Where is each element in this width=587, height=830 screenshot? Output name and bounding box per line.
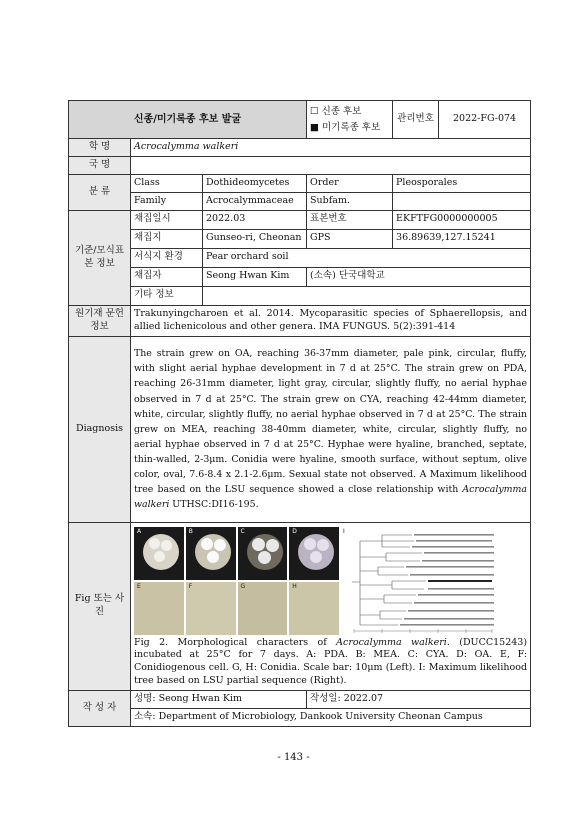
- panel-h-conidia: H: [289, 582, 339, 635]
- habitat-label: 서식지 환경: [131, 248, 203, 267]
- panel-f-conidiogenous-cell: F: [186, 582, 236, 635]
- morphology-plates: [134, 527, 339, 635]
- panel-d-oa: D: [289, 527, 339, 580]
- gps-label: GPS: [307, 229, 393, 248]
- option-unrecorded-label: 미기록종 후보: [322, 121, 381, 133]
- panel-i-label: I: [343, 527, 345, 535]
- scientific-name-label: 학 명: [69, 139, 131, 157]
- family-label: Family: [131, 192, 203, 210]
- option-unrecorded-candidate[interactable]: [310, 120, 389, 135]
- collector-affiliation: (소속) 단국대학교: [307, 267, 531, 286]
- other-info-label: 기타 정보: [131, 286, 203, 305]
- family-value: Acrocalymmaceae: [203, 192, 307, 210]
- specimen-number-label: 표본번호: [307, 210, 393, 229]
- author-label: 작 성 자: [69, 690, 131, 726]
- panel-c-cya: C: [238, 527, 288, 580]
- collector-label: 채집자: [131, 267, 203, 286]
- panel-g-conidia: G: [238, 582, 288, 635]
- panel-e-conidiogenous-cell: E: [134, 582, 184, 635]
- page-number: - 143 -: [277, 752, 310, 763]
- reference-value: Trakunyingcharoen et al. 2014. Mycoparasitic species of Sphaerellopsis, and allied lichenicolous and other genera. IMA FUNGUS. 5(2):391-414: [131, 305, 531, 336]
- option-new-candidate[interactable]: [310, 104, 389, 119]
- specimen-number-value: EKFTFG0000000005: [393, 210, 531, 229]
- subfamily-value: [393, 192, 531, 210]
- diagnosis-text: [131, 336, 531, 522]
- class-value: Dothideomycetes: [203, 174, 307, 192]
- collection-site-label: 채집지: [131, 229, 203, 248]
- checkbox-empty-icon: ☐: [310, 106, 319, 118]
- class-label: Class: [131, 174, 203, 192]
- classification-label: 분 류: [69, 174, 131, 210]
- other-info-value: [203, 286, 531, 305]
- figure-label: Fig 또는 사진: [69, 522, 131, 690]
- figure-cell: [131, 522, 531, 690]
- author-affiliation: 소속: Department of Microbiology, Dankook University Cheonan Campus: [131, 708, 531, 726]
- gps-value: 36.89639,127.15241: [393, 229, 531, 248]
- order-label: Order: [307, 174, 393, 192]
- candidate-type-options: [307, 101, 393, 139]
- caption-part-b: . (DUCC15243) incubated at 25°C for 7 days. A: PDA. B: MEA. C: CYA. D: OA. E, F: Conidiogenous cell. G, H: Conidia. Scale bar: 10μm (Left). I: Maximum likelihood tree based on LSU partial sequence (Right).: [134, 636, 528, 687]
- tree-diagram: [342, 527, 527, 635]
- diagnosis-tail: UTHSC:DI16-195.: [169, 498, 259, 510]
- caption-species: Acrocalymma walkeri: [336, 636, 447, 648]
- collection-date-value: 2022.03: [203, 210, 307, 229]
- collector-value: Seong Hwan Kim: [203, 267, 307, 286]
- collection-date-label: 채집일시: [131, 210, 203, 229]
- management-number-label: 관리번호: [393, 101, 439, 139]
- korean-name-value: [131, 156, 531, 174]
- panel-b-mea: B: [186, 527, 236, 580]
- panel-a-pda: A: [134, 527, 184, 580]
- diagnosis-label: Diagnosis: [69, 336, 131, 522]
- checkbox-filled-icon: ■: [310, 121, 320, 133]
- habitat-value: Pear orchard soil: [203, 248, 531, 267]
- phylogenetic-tree: [342, 527, 527, 635]
- order-value: Pleosporales: [393, 174, 531, 192]
- author-date: 작성일: 2022.07: [307, 690, 531, 708]
- form-title: 신종/미기록종 후보 발굴: [69, 101, 307, 139]
- caption-part-a: Fig 2. Morphological characters of: [134, 636, 337, 648]
- author-name: 성명: Seong Hwan Kim: [131, 690, 307, 708]
- option-new-label: 신종 후보: [321, 106, 362, 118]
- collection-site-value: Gunseo-ri, Cheonan: [203, 229, 307, 248]
- candidate-form-table: [68, 100, 531, 727]
- diagnosis-body: The strain grew on OA, reaching 36-37mm diameter, pale pink, circular, fluffy, with slight aerial hyphae development in 7 d at 25°C. The strain grew on PDA, reaching 26-31mm diameter, light gray, circular, slightly fluffy, no aerial hyphae observed in 7 d at 25°C. The strain grew on CYA, reaching 42-44mm diameter, white, circular, slightly fluffy, no aerial hyphae observed in 7 d at 25°C. The strain grew on MEA, reaching 38-40mm diameter, white, circular, slightly fluffy, no aerial hyphae observed in 7 d at 25°C. Hyphae were hyaline, branched, septate, thin-walled, 2-3μm. Conidia were hyaline, smooth surface, without septum, olive color, oval, 7.6-8.4 x 2.1-2.6μm. Sexual state not observed. A Maximum likelihood tree based on the LSU sequence showed a close relationship with: [134, 348, 528, 495]
- management-number-value: 2022-FG-074: [439, 101, 531, 139]
- scientific-name-text: Acrocalymma walkeri: [134, 141, 239, 152]
- diagnosis-species: Acrocalymma walkeri: [134, 483, 528, 510]
- figure-caption: [134, 637, 527, 688]
- reference-label: 원기재 문헌 정보: [69, 305, 131, 336]
- specimen-info-label: 기준/모식표본 정보: [69, 210, 131, 305]
- subfamily-label: Subfam.: [307, 192, 393, 210]
- figure-images: [134, 525, 527, 637]
- korean-name-label: 국 명: [69, 156, 131, 174]
- scientific-name-value: [131, 139, 531, 157]
